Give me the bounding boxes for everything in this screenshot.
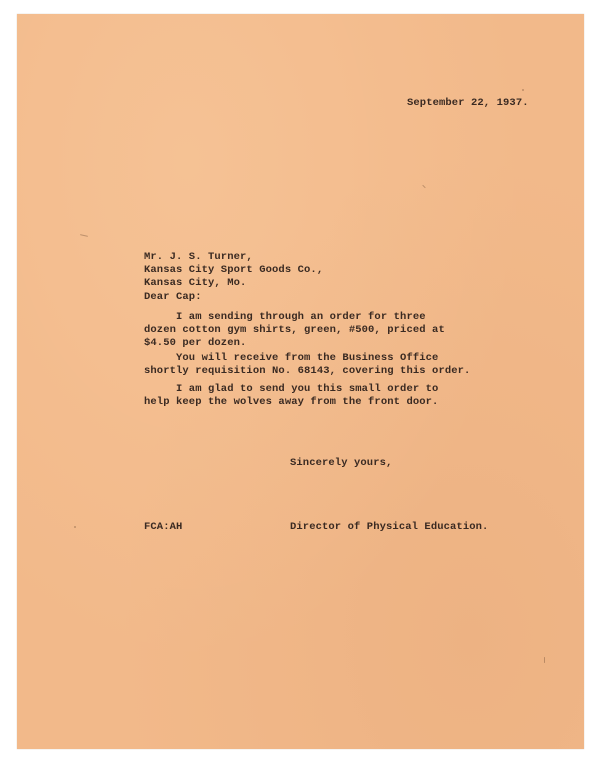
recipient-address [144, 251, 323, 290]
letter-page [17, 14, 584, 749]
paper-speck [74, 526, 76, 528]
paragraph-line: $4.50 per dozen. [144, 337, 247, 349]
letter-date: September 22, 1937. [407, 97, 529, 109]
address-line: Mr. J. S. Turner, [144, 251, 253, 263]
address-line: Kansas City, Mo. [144, 277, 247, 289]
paper-speck [422, 185, 426, 189]
paper-speck [522, 89, 524, 91]
body-paragraph-1 [144, 311, 445, 350]
salutation: Dear Cap: [144, 291, 202, 303]
paper-speck [544, 657, 545, 663]
paragraph-line: I am sending through an order for three [144, 311, 426, 323]
body-paragraph-3 [144, 383, 438, 409]
paragraph-line: help keep the wolves away from the front door. [144, 396, 439, 408]
body-paragraph-2 [144, 352, 470, 378]
paragraph-line: shortly requisition No. 68143, covering this order. [144, 365, 471, 377]
typist-initials: FCA:AH [144, 521, 183, 533]
paragraph-line: I am glad to send you this small order to [144, 383, 439, 395]
paragraph-line: dozen cotton gym shirts, green, #500, priced at [144, 324, 445, 336]
address-line: Kansas City Sport Goods Co., [144, 264, 324, 276]
paragraph-line: You will receive from the Business Office [144, 352, 439, 364]
signature-title: Director of Physical Education. [290, 521, 489, 533]
closing: Sincerely yours, [290, 457, 393, 469]
paper-speck [80, 234, 88, 237]
